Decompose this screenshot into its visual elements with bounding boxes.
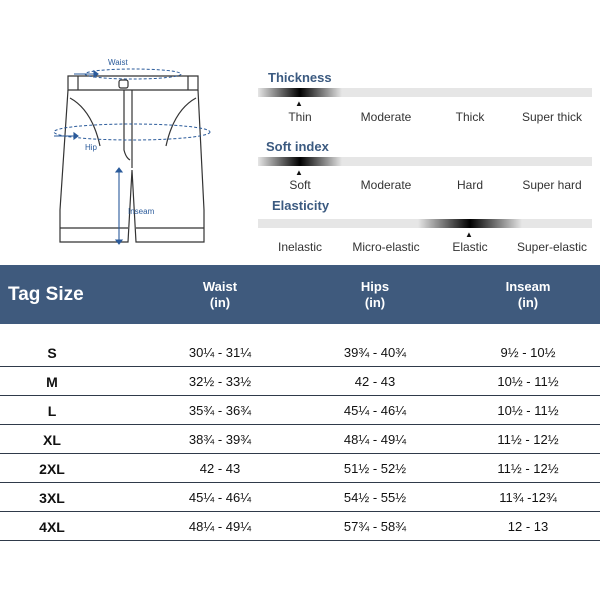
soft-index-title: Soft index — [266, 139, 329, 154]
hips-cell: 45¼ - 46¼ — [343, 403, 407, 418]
thickness-marker-icon: ▲ — [295, 99, 303, 108]
elasticity-title: Elasticity — [272, 198, 330, 213]
thickness-title: Thickness — [268, 70, 332, 85]
soft-index-marker-icon: ▲ — [295, 168, 303, 177]
thickness-option: Moderate — [360, 110, 412, 124]
waist-header-label: Waist — [202, 278, 238, 294]
elasticity-scale — [258, 219, 592, 228]
inseam-cell: 10½ - 11½ — [497, 403, 559, 418]
table-row — [0, 514, 600, 541]
elasticity-option: Elastic — [452, 240, 488, 254]
inseam-cell: 10½ - 11½ — [497, 374, 559, 389]
hips-header — [325, 265, 425, 324]
size-cell: 3XL — [39, 490, 65, 506]
inseam-cell: 9½ - 10½ — [500, 345, 556, 360]
hip-label: Hip — [85, 143, 98, 152]
size-cell: S — [47, 345, 57, 361]
size-cell: XL — [43, 432, 61, 448]
hips-cell: 54½ - 55½ — [343, 490, 407, 505]
table-row — [0, 427, 600, 454]
waist-header-unit: (in) — [209, 294, 231, 310]
soft-index-scale — [258, 157, 592, 166]
shorts-illustration — [40, 50, 220, 250]
size-cell: M — [46, 374, 58, 390]
hips-header-label: Hips — [360, 278, 390, 294]
table-row — [0, 398, 600, 425]
inseam-header-label: Inseam — [505, 278, 551, 294]
soft-index-option: Super hard — [522, 178, 582, 192]
tag-size-header — [8, 265, 84, 324]
table-row — [0, 456, 600, 483]
hips-cell: 48¼ - 49¼ — [343, 432, 407, 447]
hips-cell: 51½ - 52½ — [343, 461, 407, 476]
waist-cell: 32½ - 33½ — [188, 374, 252, 389]
thickness-option: Thin — [288, 110, 312, 124]
size-table-header — [0, 265, 600, 324]
hips-cell: 42 - 43 — [354, 374, 396, 389]
waist-cell: 30¼ - 31¼ — [188, 345, 252, 360]
waist-cell: 45¼ - 46¼ — [188, 490, 252, 505]
inseam-header-unit: (in) — [517, 294, 539, 310]
inseam-cell: 11½ - 12½ — [497, 432, 559, 447]
shorts-diagram — [40, 50, 220, 250]
waist-label: Waist — [108, 58, 128, 67]
hips-cell: 39¾ - 40¾ — [343, 345, 407, 360]
elasticity-marker-icon: ▲ — [465, 230, 473, 239]
thickness-option: Thick — [455, 110, 485, 124]
hips-header-unit: (in) — [364, 294, 386, 310]
soft-index-option: Moderate — [360, 178, 412, 192]
size-cell: L — [47, 403, 57, 419]
elasticity-option: Inelastic — [277, 240, 323, 254]
inseam-header — [478, 265, 578, 324]
thickness-option: Super thick — [521, 110, 583, 124]
tag-size-header-label: Tag Size — [8, 283, 84, 305]
elasticity-option: Super-elastic — [516, 240, 588, 254]
table-row — [0, 485, 600, 512]
inseam-cell: 12 - 13 — [507, 519, 549, 534]
inseam-cell: 11½ - 12½ — [497, 461, 559, 476]
waist-cell: 35¾ - 36¾ — [188, 403, 252, 418]
waist-cell: 42 - 43 — [199, 461, 241, 476]
waist-cell: 48¼ - 49¼ — [188, 519, 252, 534]
table-row — [0, 369, 600, 396]
waist-header — [170, 265, 270, 324]
hips-cell: 57¾ - 58¾ — [343, 519, 407, 534]
waist-cell: 38¾ - 39¾ — [188, 432, 252, 447]
table-row — [0, 340, 600, 367]
inseam-label: Inseam — [128, 207, 155, 216]
soft-index-option: Soft — [289, 178, 311, 192]
inseam-cell: 11¾ -12¾ — [499, 490, 557, 505]
elasticity-option: Micro-elastic — [352, 240, 420, 254]
thickness-scale — [258, 88, 592, 97]
size-cell: 4XL — [39, 519, 65, 535]
size-cell: 2XL — [39, 461, 65, 477]
soft-index-option: Hard — [456, 178, 484, 192]
